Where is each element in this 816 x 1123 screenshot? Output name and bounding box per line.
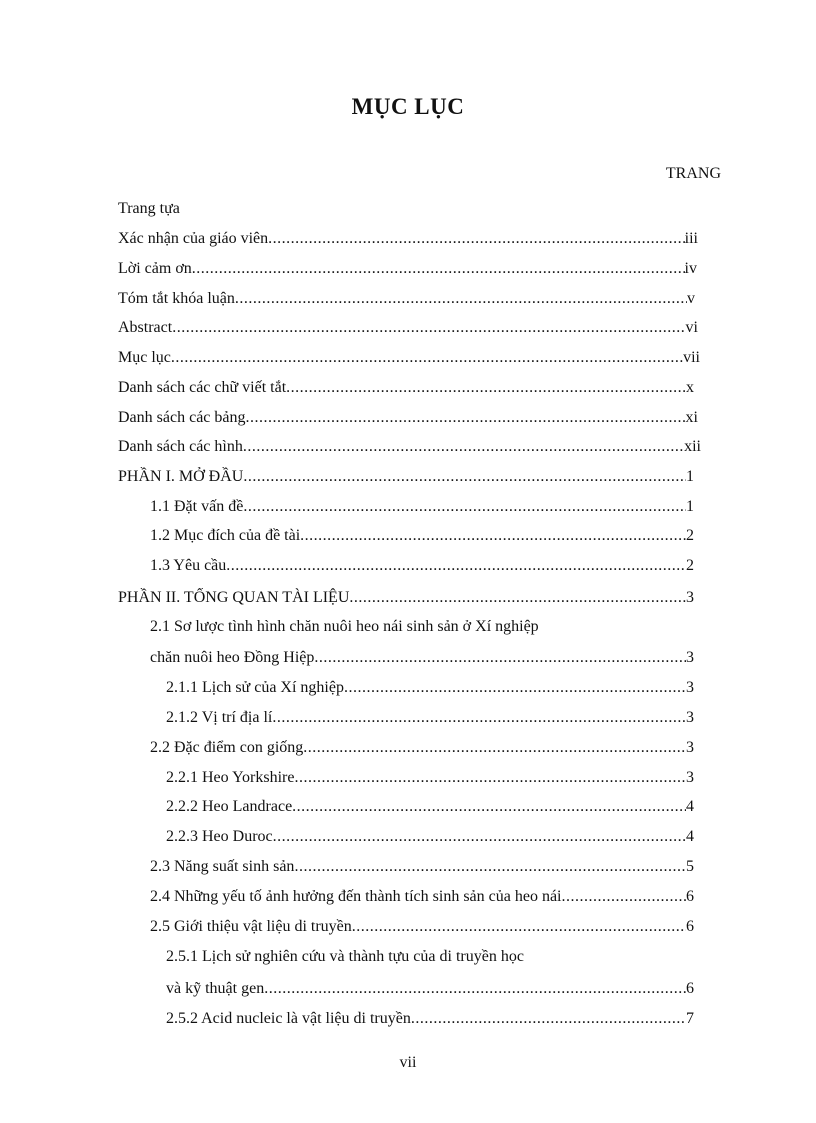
toc-entry-page: iv (684, 260, 697, 277)
toc-entry-page: 1 (686, 498, 694, 515)
toc-entry (166, 827, 694, 847)
toc-entry (118, 259, 697, 279)
toc-entry-label: Abstract (118, 319, 173, 336)
toc-entry (166, 797, 694, 817)
toc-entry-label: Danh sách các chữ viết tắt (118, 379, 287, 396)
toc-entry-label: Danh sách các bảng (118, 409, 246, 426)
toc-entry (118, 588, 694, 608)
toc-entry-label: 1.2 Mục đích của đề tài (150, 527, 301, 544)
toc-dot-leader (273, 827, 686, 847)
toc-dot-leader (243, 467, 686, 487)
toc-entry-page: 2 (686, 527, 694, 544)
toc-entry-page: 3 (686, 739, 694, 756)
toc-entry-label: 2.1.1 Lịch sử của Xí nghiệp (166, 679, 344, 696)
toc-dot-leader (171, 348, 683, 368)
toc-dot-leader (264, 979, 686, 999)
page-column-header: TRANG (665, 165, 721, 182)
toc-dot-leader (292, 797, 686, 817)
toc-entry-label: PHẦN I. MỞ ĐẦU (118, 468, 244, 485)
toc-dot-leader (562, 887, 687, 907)
toc-entry-page: vi (685, 319, 698, 336)
toc-dot-leader (246, 408, 686, 428)
toc-entry-wrapped (166, 947, 524, 967)
toc-entry (150, 526, 694, 546)
toc-dot-leader (300, 526, 686, 546)
toc-dot-leader (172, 318, 685, 338)
toc-entry-page: iii (684, 230, 698, 247)
toc-entry-page: 5 (686, 858, 694, 875)
toc-dot-leader (192, 259, 685, 279)
page-title: MỤC LỤC (351, 94, 465, 119)
toc-entry (118, 378, 694, 398)
toc-entry (118, 229, 698, 249)
toc-entry-label: PHẦN II. TỔNG QUAN TÀI LIỆU (118, 589, 350, 606)
toc-entry-label: 2.5.1 Lịch sử nghiên cứu và thành tựu của di truyền học (166, 948, 524, 965)
toc-entry-label: 2.1 Sơ lược tình hình chăn nuôi heo nái sinh sản ở Xí nghiệp (150, 618, 539, 635)
toc-entry-label: và kỹ thuật gen (166, 980, 265, 997)
toc-dot-leader (352, 917, 686, 937)
toc-entry (166, 768, 694, 788)
toc-entry-label: 2.2.1 Heo Yorkshire (166, 769, 295, 786)
toc-dot-leader (411, 1009, 686, 1029)
toc-entry (166, 708, 694, 728)
toc-entry-page: vii (683, 349, 700, 366)
toc-entry (150, 857, 694, 877)
toc-entry-label: 2.5.2 Acid nucleic là vật liệu di truyền (166, 1010, 411, 1027)
toc-entry-label: Trang tựa (118, 200, 180, 217)
toc-dot-leader (294, 857, 686, 877)
toc-dot-leader (272, 708, 686, 728)
toc-dot-leader (243, 497, 686, 517)
toc-entry-page: 6 (686, 888, 694, 905)
toc-entry-page: 3 (686, 649, 694, 666)
toc-entry-page: 3 (686, 589, 694, 606)
toc-entry-page: 7 (686, 1010, 694, 1027)
toc-entry-label: 2.2.2 Heo Landrace (166, 798, 293, 815)
toc-entry-title-page (118, 199, 180, 219)
toc-entry (150, 738, 694, 758)
toc-dot-leader (303, 738, 686, 758)
toc-entry-wrapped (150, 617, 539, 637)
toc-entry (118, 408, 698, 428)
toc-dot-leader (314, 648, 686, 668)
toc-entry-page: 4 (686, 798, 694, 815)
toc-entry-page: 1 (686, 468, 694, 485)
toc-entry-label: 1.3 Yêu cầu (150, 557, 227, 574)
toc-dot-leader (243, 437, 684, 457)
toc-dot-leader (268, 229, 685, 249)
toc-entry-label: 2.2 Đặc điểm con giống (150, 739, 304, 756)
toc-entry (118, 348, 700, 368)
toc-entry-label: 2.5 Giới thiệu vật liệu di truyền (150, 918, 352, 935)
toc-entry-page: 3 (686, 769, 694, 786)
toc-entry (118, 318, 698, 338)
toc-entry-page: v (687, 290, 695, 307)
toc-entry-label: Tóm tắt khóa luận (118, 290, 235, 307)
toc-entry (150, 556, 694, 576)
toc-entry (118, 289, 695, 309)
toc-entry-label: 2.4 Những yếu tố ảnh hưởng đến thành tích sinh sản của heo nái (150, 888, 562, 905)
page-number-footer: vii (399, 1054, 417, 1071)
toc-entry-page: x (686, 379, 694, 396)
toc-dot-leader (226, 556, 686, 576)
toc-entry (166, 678, 694, 698)
toc-entry-page: 6 (686, 918, 694, 935)
toc-dot-leader (294, 768, 686, 788)
toc-dot-leader (286, 378, 686, 398)
toc-entry-page: 3 (686, 679, 694, 696)
toc-entry-label: Xác nhận của giáo viên (118, 230, 269, 247)
toc-entry (150, 497, 694, 517)
toc-entry (150, 887, 694, 907)
toc-entry-label: Lời cảm ơn (118, 260, 192, 277)
toc-entry-label: 2.3 Năng suất sinh sản (150, 858, 295, 875)
toc-entry-label: 2.2.3 Heo Duroc (166, 828, 273, 845)
toc-entry-page: xii (684, 438, 701, 455)
toc-entry-page: 4 (686, 828, 694, 845)
toc-entry-label: chăn nuôi heo Đồng Hiệp (150, 649, 315, 666)
toc-entry-page: 6 (686, 980, 694, 997)
toc-dot-leader (344, 678, 686, 698)
toc-entry (118, 437, 701, 457)
toc-entry-page: 2 (686, 557, 694, 574)
toc-entry-label: 2.1.2 Vị trí địa lí (166, 709, 273, 726)
toc-entry-label: Danh sách các hình (118, 438, 243, 455)
toc-entry (166, 979, 694, 999)
toc-entry (150, 648, 694, 668)
toc-entry-label: 1.1 Đặt vấn đề (150, 498, 244, 515)
toc-dot-leader (235, 289, 687, 309)
toc-entry (118, 467, 694, 487)
toc-entry-label: Mục lục (118, 349, 171, 366)
toc-dot-leader (349, 588, 686, 608)
toc-entry (166, 1009, 694, 1029)
toc-entry-page: xi (685, 409, 698, 426)
toc-entry (150, 917, 694, 937)
toc-entry-page: 3 (686, 709, 694, 726)
